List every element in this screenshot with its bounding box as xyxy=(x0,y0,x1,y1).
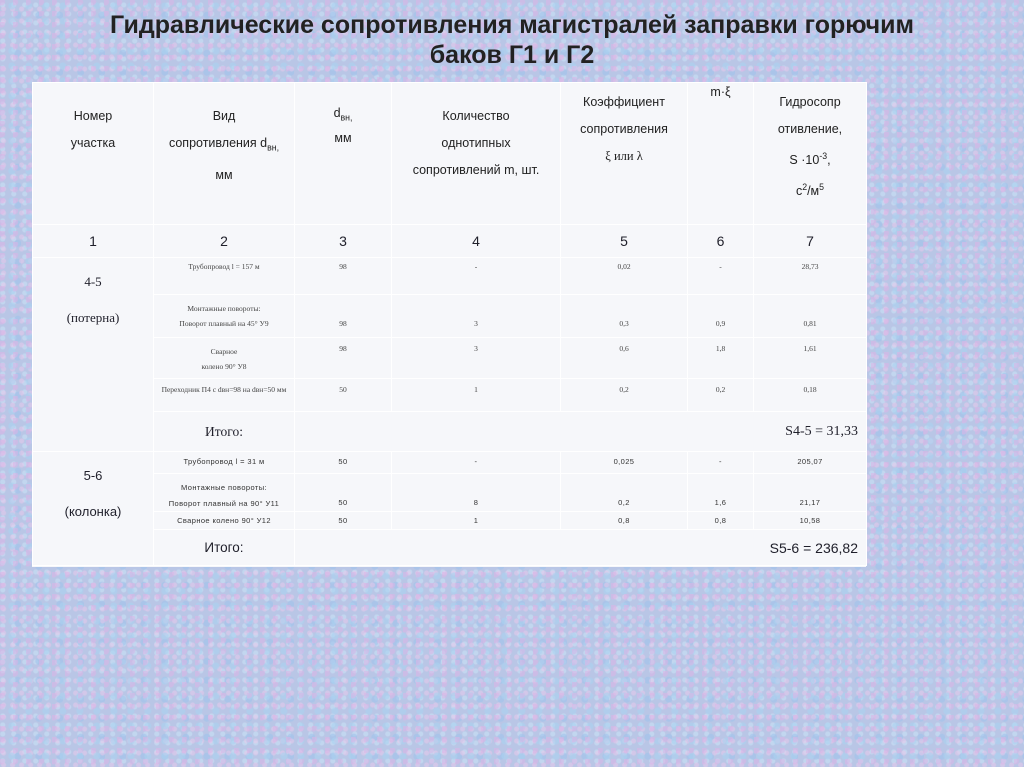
header-subscript: вн, xyxy=(267,142,280,153)
header-row xyxy=(33,83,867,225)
table-row xyxy=(33,338,867,379)
resistance-type-line: Монтажные повороты: xyxy=(187,304,261,313)
section-name: (потерна) xyxy=(66,310,120,325)
header-text xyxy=(754,174,866,205)
resistance-table xyxy=(32,82,866,567)
header-text: , xyxy=(827,153,831,168)
table-row xyxy=(33,512,867,530)
header-coefficient xyxy=(561,83,688,225)
diameter-value: 98 xyxy=(295,295,392,338)
m-xi-value: 1,8 xyxy=(688,338,754,379)
coefficient-value: 0,6 xyxy=(561,338,688,379)
count-value: 3 xyxy=(392,295,561,338)
coefficient-value: 0,2 xyxy=(561,379,688,412)
hydro-value: 0,18 xyxy=(754,379,867,412)
header-text: Количество xyxy=(442,109,510,123)
column-number: 3 xyxy=(295,225,392,258)
table-row xyxy=(33,258,867,295)
header-text xyxy=(295,103,391,128)
header-m-xi xyxy=(688,83,754,225)
header-text: d xyxy=(333,106,341,120)
m-xi-value: 1,6 xyxy=(688,474,754,512)
header-text: Коэффициент xyxy=(583,95,665,109)
count-value: 1 xyxy=(392,512,561,530)
count-value: 3 xyxy=(392,338,561,379)
diameter-value: 50 xyxy=(295,512,392,530)
header-text: m·ξ xyxy=(710,85,731,99)
hydro-value: 0,81 xyxy=(754,295,867,338)
header-superscript: 2 xyxy=(802,182,808,193)
m-xi-value: 0,8 xyxy=(688,512,754,530)
m-xi-value: - xyxy=(688,452,754,474)
column-number: 4 xyxy=(392,225,561,258)
header-section-number xyxy=(33,83,154,225)
coefficient-value: 0,3 xyxy=(561,295,688,338)
header-text: Номер xyxy=(73,109,113,123)
section-label-4-5 xyxy=(33,258,154,452)
diameter-value: 98 xyxy=(295,258,392,295)
header-text: однотипных xyxy=(441,136,511,150)
column-number: 2 xyxy=(154,225,295,258)
resistance-type: Переходник П4 с dвн=98 на dвн=50 мм xyxy=(154,379,295,412)
header-text xyxy=(754,143,866,174)
header-text: участка xyxy=(70,136,116,150)
hydro-value: 205,07 xyxy=(754,452,867,474)
resistance-type xyxy=(154,338,295,379)
resistance-type-line: Поворот плавный на 90° У11 xyxy=(168,499,280,508)
header-text: /м xyxy=(807,184,820,199)
count-value: - xyxy=(392,452,561,474)
table-row xyxy=(33,295,867,338)
header-text: отивление, xyxy=(777,122,843,136)
header-diameter xyxy=(295,83,392,225)
hydro-value: 10,58 xyxy=(754,512,867,530)
header-text: Гидросопр xyxy=(779,95,841,109)
diameter-value: 98 xyxy=(295,338,392,379)
coefficient-value: 0,025 xyxy=(561,452,688,474)
header-superscript: 5 xyxy=(819,182,825,193)
diameter-value: 50 xyxy=(295,474,392,512)
header-superscript: -3 xyxy=(819,151,828,161)
m-xi-value: - xyxy=(688,258,754,295)
coefficient-value: 0,8 xyxy=(561,512,688,530)
coefficient-value: 0,2 xyxy=(561,474,688,512)
table-row xyxy=(33,452,867,474)
header-hydro-resistance xyxy=(754,83,867,225)
header-text: мм xyxy=(215,167,233,182)
header-resistance-type xyxy=(154,83,295,225)
count-value: 1 xyxy=(392,379,561,412)
resistance-type: Сварное колено 90° У12 xyxy=(154,512,295,530)
resistance-type-line: колено 90° У8 xyxy=(201,362,247,371)
header-text: с xyxy=(795,184,803,199)
resistance-type xyxy=(154,295,295,338)
column-number: 1 xyxy=(33,225,154,258)
header-text: ξ или λ xyxy=(605,149,643,163)
page-title xyxy=(0,10,1024,70)
m-xi-value: 0,2 xyxy=(688,379,754,412)
section-name: (колонка) xyxy=(64,504,122,519)
header-text: сопротивления d xyxy=(168,136,268,150)
count-value: 8 xyxy=(392,474,561,512)
count-value: - xyxy=(392,258,561,295)
header-text: сопротивлений m, шт. xyxy=(412,163,540,177)
diameter-value: 50 xyxy=(295,452,392,474)
resistance-type xyxy=(154,474,295,512)
total-value: S4-5 = 31,33 xyxy=(295,412,867,452)
resistance-type-line: Монтажные повороты: xyxy=(181,483,267,492)
diameter-value: 50 xyxy=(295,379,392,412)
column-number-row xyxy=(33,225,867,258)
coefficient-value: 0,02 xyxy=(561,258,688,295)
table-row xyxy=(33,379,867,412)
total-value: S5-6 = 236,82 xyxy=(295,530,867,566)
m-xi-value: 0,9 xyxy=(688,295,754,338)
hydro-value: 21,17 xyxy=(754,474,867,512)
column-number: 7 xyxy=(754,225,867,258)
header-text: Вид xyxy=(212,109,236,123)
total-row xyxy=(33,412,867,452)
resistance-type-line: Сварное xyxy=(210,347,238,356)
resistance-type-line: Поворот плавный на 45° У9 xyxy=(179,319,269,328)
resistance-type: Трубопровод l = 157 м xyxy=(154,258,295,295)
section-id: 5-6 xyxy=(83,468,103,483)
hydro-value: 28,73 xyxy=(754,258,867,295)
header-count xyxy=(392,83,561,225)
column-number: 6 xyxy=(688,225,754,258)
table-row xyxy=(33,474,867,512)
resistance-type: Трубопровод l = 31 м xyxy=(154,452,295,474)
header-text: сопротивления xyxy=(580,122,668,136)
total-row xyxy=(33,530,867,566)
header-text xyxy=(154,130,294,162)
title-line-2: баков Г1 и Г2 xyxy=(429,41,595,69)
section-id: 4-5 xyxy=(84,274,102,289)
total-label: Итого: xyxy=(154,530,295,566)
header-text: мм xyxy=(334,130,352,145)
total-label: Итого: xyxy=(154,412,295,452)
hydro-value: 1,61 xyxy=(754,338,867,379)
section-label-5-6 xyxy=(33,452,154,566)
column-number: 5 xyxy=(561,225,688,258)
header-text: S ·10 xyxy=(789,153,820,168)
header-subscript: вн, xyxy=(340,112,353,123)
title-line-1: Гидравлические сопротивления магистралей заправки горючим xyxy=(109,11,915,39)
